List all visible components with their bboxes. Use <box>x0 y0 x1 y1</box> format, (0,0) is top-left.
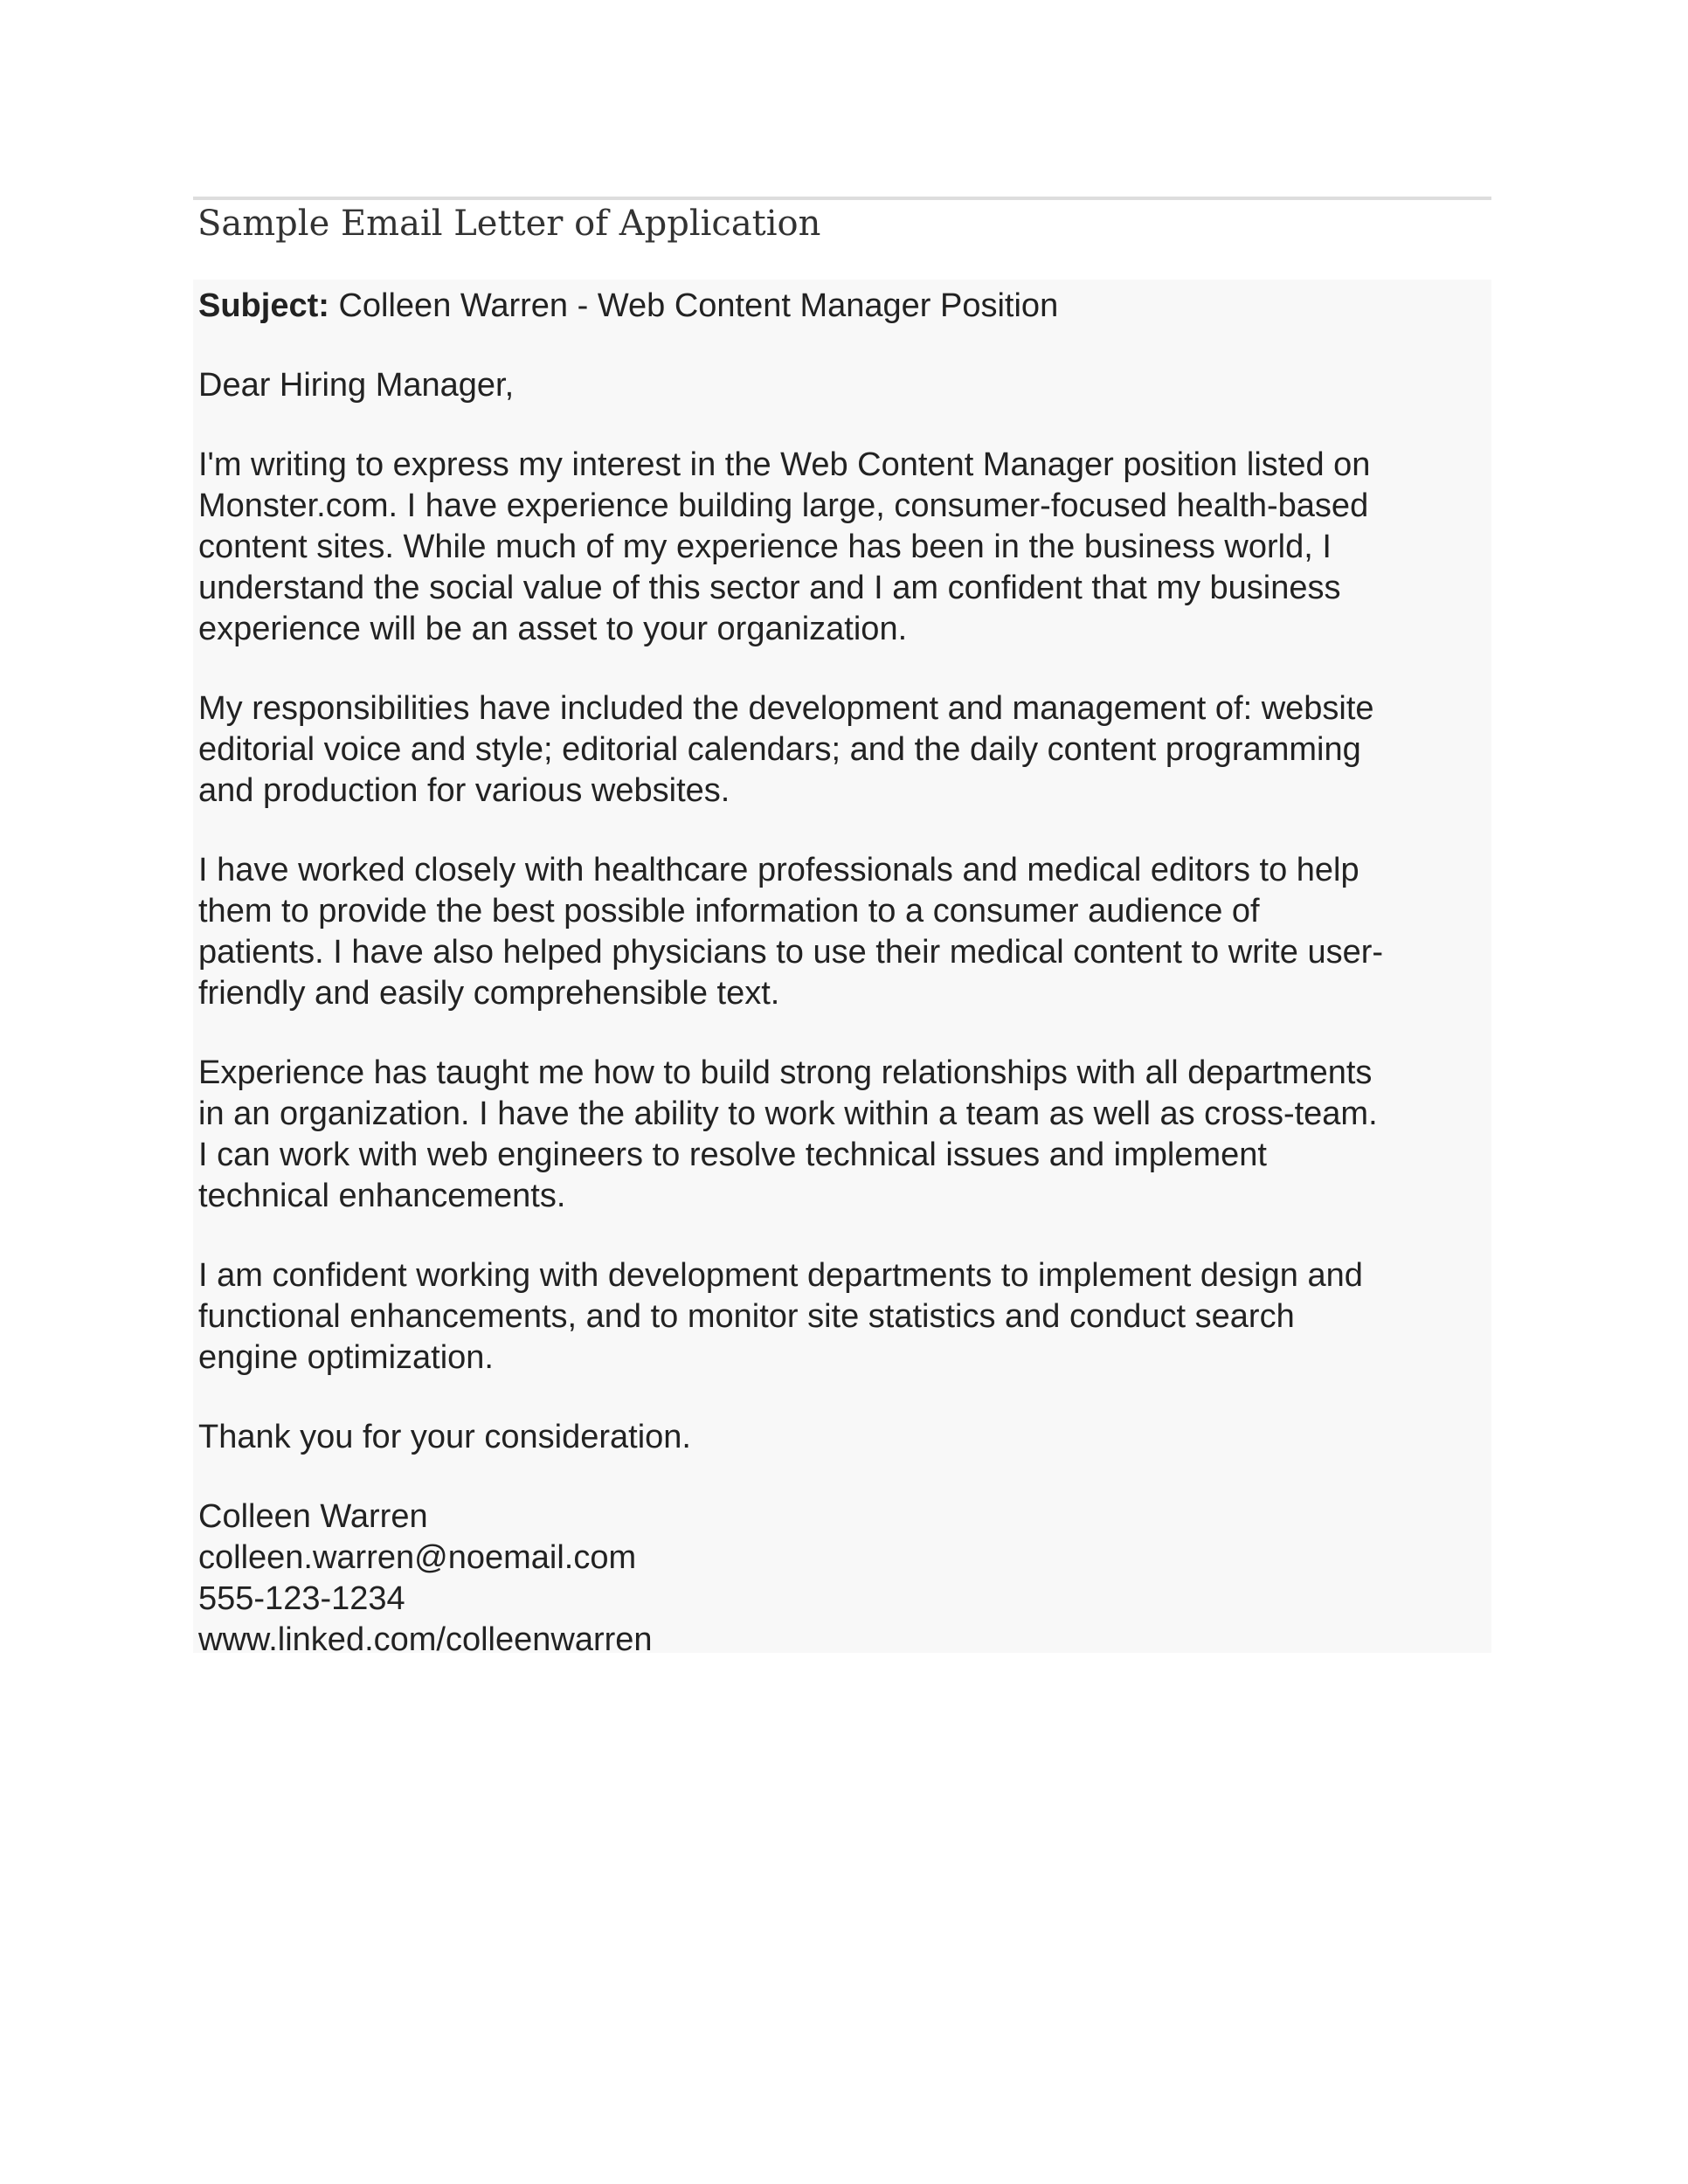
closing-text: Thank you for your consideration. <box>198 1419 691 1455</box>
paragraph-line: functional enhancements, and to monitor site statistics and conduct search <box>198 1298 1295 1335</box>
email-letter-body <box>193 280 1491 1658</box>
signature-email: colleen.warren@noemail.com <box>198 1539 637 1576</box>
paragraph-5 <box>198 1255 1491 1379</box>
signature-block <box>198 1496 1491 1661</box>
paragraph-1 <box>198 445 1491 650</box>
salutation <box>198 365 1491 406</box>
signature-name: Colleen Warren <box>198 1498 428 1535</box>
paragraph-line: them to provide the best possible information to a consumer audience of <box>198 893 1260 930</box>
subject-text: Colleen Warren - Web Content Manager Position <box>329 287 1059 324</box>
paragraph-2 <box>198 688 1491 812</box>
signature-website: www.linked.com/colleenwarren <box>198 1621 653 1658</box>
paragraph-line: patients. I have also helped physicians to use their medical content to write user- <box>198 934 1384 971</box>
paragraph-line: I have worked closely with healthcare professionals and medical editors to help <box>198 852 1359 888</box>
paragraph-line: My responsibilities have included the development and management of: website <box>198 690 1374 727</box>
paragraph-line: friendly and easily comprehensible text. <box>198 975 780 1012</box>
paragraph-line: understand the social value of this sector and I am confident that my business <box>198 570 1341 606</box>
paragraph-line: I am confident working with development departments to implement design and <box>198 1257 1363 1294</box>
closing <box>198 1417 1491 1458</box>
subject-label: Subject: <box>198 287 329 324</box>
paragraph-line: experience will be an asset to your organization. <box>198 611 908 647</box>
paragraph-4 <box>198 1053 1491 1217</box>
paragraph-line: I'm writing to express my interest in the Web Content Manager position listed on <box>198 446 1371 483</box>
paragraph-line: technical enhancements. <box>198 1178 566 1214</box>
paragraph-line: Experience has taught me how to build strong relationships with all departments <box>198 1054 1373 1091</box>
document-title: Sample Email Letter of Application <box>197 204 821 244</box>
paragraph-line: editorial voice and style; editorial calendars; and the daily content programming <box>198 731 1361 768</box>
paragraph-line: and production for various websites. <box>198 772 730 809</box>
paragraph-line: in an organization. I have the ability to work within a team as well as cross-team. <box>198 1095 1378 1132</box>
paragraph-line: engine optimization. <box>198 1339 494 1376</box>
paragraph-line: content sites. While much of my experience has been in the business world, I <box>198 529 1332 565</box>
paragraph-line: Monster.com. I have experience building large, consumer-focused health-based <box>198 487 1369 524</box>
signature-phone: 555-123-1234 <box>198 1580 405 1617</box>
salutation-text: Dear Hiring Manager, <box>198 367 515 404</box>
paragraph-line: I can work with web engineers to resolve technical issues and implement <box>198 1137 1267 1173</box>
subject-line <box>198 286 1491 327</box>
paragraph-3 <box>198 850 1491 1014</box>
